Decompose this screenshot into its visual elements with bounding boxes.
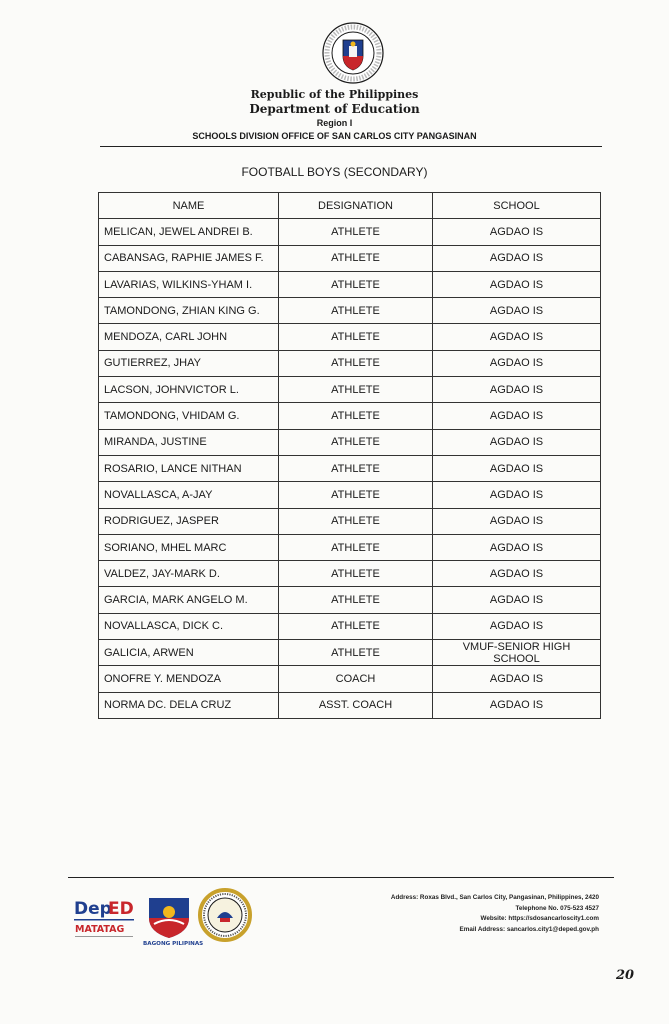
footer-address: Address: Roxas Blvd., San Carlos City, Pangasinan, Philippines, 2420 — [390, 894, 599, 901]
cell-name: NORMA DC. DELA CRUZ — [99, 692, 279, 718]
cell-school: AGDAO IS — [433, 298, 601, 324]
table-row — [99, 350, 601, 376]
cell-name: VALDEZ, JAY-MARK D. — [99, 561, 279, 587]
table-row — [99, 429, 601, 455]
cell-designation: ATHLETE — [279, 640, 433, 666]
cell-designation: ATHLETE — [279, 455, 433, 481]
table-row — [99, 666, 601, 692]
table-row — [99, 534, 601, 560]
cell-name: LAVARIAS, WILKINS-YHAM I. — [99, 271, 279, 297]
cell-school: AGDAO IS — [433, 219, 601, 245]
cell-name: GARCIA, MARK ANGELO M. — [99, 587, 279, 613]
table-row — [99, 324, 601, 350]
bagong-pilipinas-logo — [142, 888, 204, 947]
cell-designation: ATHLETE — [279, 482, 433, 508]
cell-name: GALICIA, ARWEN — [99, 640, 279, 666]
deped-seal — [322, 22, 384, 84]
cell-name: MENDOZA, CARL JOHN — [99, 324, 279, 350]
cell-name: MELICAN, JEWEL ANDREI B. — [99, 219, 279, 245]
table-row — [99, 377, 601, 403]
cell-school: AGDAO IS — [433, 350, 601, 376]
cell-name: LACSON, JOHNVICTOR L. — [99, 377, 279, 403]
footer-contact-info — [391, 893, 599, 935]
cell-school: AGDAO IS — [433, 692, 601, 718]
cell-name: RODRIGUEZ, JASPER — [99, 508, 279, 534]
cell-school: AGDAO IS — [433, 561, 601, 587]
page-number: 20 — [616, 968, 635, 983]
cell-designation: ASST. COACH — [279, 692, 433, 718]
table-row — [99, 455, 601, 481]
header-region: Region I — [316, 118, 353, 128]
table-row — [99, 271, 601, 297]
svg-text:MATATAG: MATATAG — [75, 924, 125, 935]
cell-school: AGDAO IS — [433, 403, 601, 429]
cell-name: GUTIERREZ, JHAY — [99, 350, 279, 376]
table-row — [99, 561, 601, 587]
header-divider — [100, 146, 602, 147]
cell-name: CABANSAG, RAPHIE JAMES F. — [99, 245, 279, 271]
cell-name: NOVALLASCA, DICK C. — [99, 613, 279, 639]
svg-text:BAGONG PILIPINAS: BAGONG PILIPINAS — [143, 941, 204, 947]
cell-school: AGDAO IS — [433, 534, 601, 560]
cell-name: ONOFRE Y. MENDOZA — [99, 666, 279, 692]
cell-school: AGDAO IS — [433, 324, 601, 350]
table-row — [99, 298, 601, 324]
cell-school: AGDAO IS — [433, 666, 601, 692]
svg-text:Dep: Dep — [74, 899, 112, 919]
table-row — [99, 613, 601, 639]
cell-designation: ATHLETE — [279, 298, 433, 324]
cell-school: AGDAO IS — [433, 271, 601, 297]
column-header-name: NAME — [99, 193, 279, 219]
table-row — [99, 508, 601, 534]
table-row — [99, 587, 601, 613]
cell-school: AGDAO IS — [433, 587, 601, 613]
cell-school: VMUF-SENIOR HIGH SCHOOL — [433, 640, 601, 666]
cell-name: TAMONDONG, VHIDAM G. — [99, 403, 279, 429]
table-body — [99, 219, 601, 719]
cell-designation: ATHLETE — [279, 561, 433, 587]
table-header-row — [99, 193, 601, 219]
cell-designation: COACH — [279, 666, 433, 692]
cell-name: SORIANO, MHEL MARC — [99, 534, 279, 560]
cell-school: AGDAO IS — [433, 508, 601, 534]
footer-email: Email Address: sancarlos.city1@deped.gov.ph — [459, 925, 599, 933]
cell-designation: ATHLETE — [279, 508, 433, 534]
table-row — [99, 482, 601, 508]
table-row — [99, 219, 601, 245]
cell-designation: ATHLETE — [279, 534, 433, 560]
cell-designation: ATHLETE — [279, 271, 433, 297]
table-row — [99, 245, 601, 271]
footer-telephone: Telephone No. 075-523 4527 — [515, 904, 599, 912]
cell-school: AGDAO IS — [433, 245, 601, 271]
header-division: SCHOOLS DIVISION OFFICE OF SAN CARLOS CITY PANGASINAN — [192, 131, 477, 141]
cell-name: ROSARIO, LANCE NITHAN — [99, 455, 279, 481]
table-row — [99, 640, 601, 666]
footer-website: Website: https://sdosancarloscity1.com — [480, 915, 599, 922]
column-header-designation: DESIGNATION — [279, 193, 433, 219]
cell-designation: ATHLETE — [279, 377, 433, 403]
cell-school: AGDAO IS — [433, 455, 601, 481]
sdo-seal-logo — [198, 888, 252, 942]
cell-designation: ATHLETE — [279, 587, 433, 613]
cell-name: TAMONDONG, ZHIAN KING G. — [99, 298, 279, 324]
cell-designation: ATHLETE — [279, 613, 433, 639]
svg-text:ED: ED — [108, 899, 134, 919]
header-republic: Republic of the Philippines — [250, 88, 419, 101]
cell-school: AGDAO IS — [433, 377, 601, 403]
cell-school: AGDAO IS — [433, 429, 601, 455]
cell-designation: ATHLETE — [279, 429, 433, 455]
cell-designation: ATHLETE — [279, 245, 433, 271]
cell-designation: ATHLETE — [279, 219, 433, 245]
table-row — [99, 403, 601, 429]
deped-matatag-logo — [72, 892, 136, 942]
footer-divider — [68, 877, 614, 878]
cell-designation: ATHLETE — [279, 350, 433, 376]
document-title: FOOTBALL BOYS (SECONDARY) — [241, 165, 428, 179]
cell-name: MIRANDA, JUSTINE — [99, 429, 279, 455]
cell-designation: ATHLETE — [279, 324, 433, 350]
table-row — [99, 692, 601, 718]
header-department: Department of Education — [249, 102, 420, 116]
column-header-school: SCHOOL — [433, 193, 601, 219]
cell-school: AGDAO IS — [433, 482, 601, 508]
roster-table — [98, 192, 601, 719]
cell-name: NOVALLASCA, A-JAY — [99, 482, 279, 508]
cell-school: AGDAO IS — [433, 613, 601, 639]
cell-designation: ATHLETE — [279, 403, 433, 429]
